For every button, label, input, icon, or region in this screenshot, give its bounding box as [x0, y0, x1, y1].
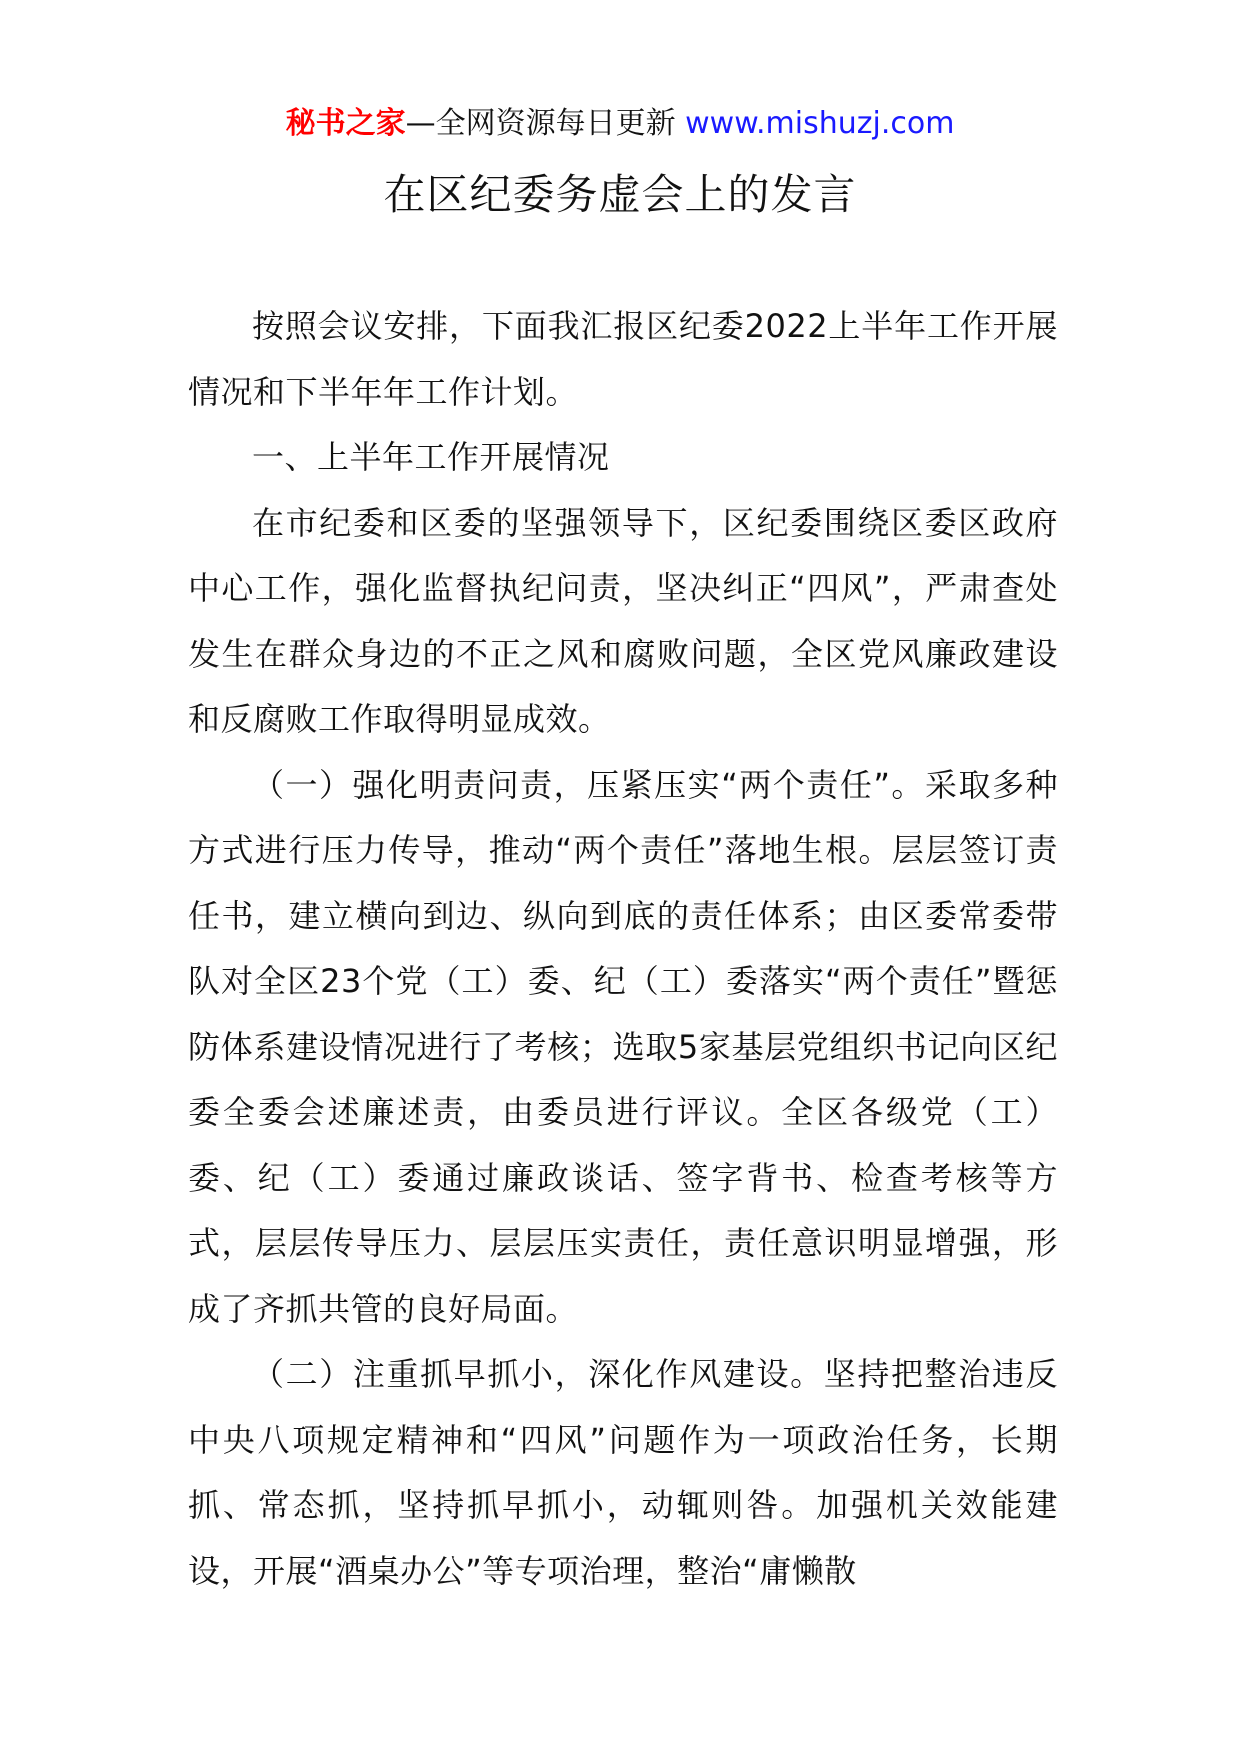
- document-body: [188, 294, 1058, 1604]
- paragraph-item-1: （一）强化明责问责，压紧压实“两个责任”。采取多种方式进行压力传导，推动“两个责任”落地生根。层层签订责任书，建立横向到边、纵向到底的责任体系；由区委常委带队对全区23个党（工）委、纪（工）委落实“两个责任”暨惩防体系建设情况进行了考核；选取5家基层党组织书记向区纪委全委会述廉述责，由委员进行评议。全区各级党（工）委、纪（工）委通过廉政谈话、签字背书、检查考核等方式，层层传导压力、层层压实责任，责任意识明显增强，形成了齐抓共管的良好局面。: [188, 765, 1058, 1328]
- site-url-link[interactable]: www.mishuzj.com: [685, 106, 955, 141]
- paragraph-overview: 在市纪委和区委的坚强领导下，区纪委围绕区委区政府中心工作，强化监督执纪问责，坚决纠正“四风”，严肃查处发生在群众身边的不正之风和腐败问题，全区党风廉政建设和反腐败工作取得明显成效。: [188, 503, 1058, 738]
- paragraph-intro: 按照会议安排，下面我汇报区纪委2022上半年工作开展情况和下半年年工作计划。: [188, 307, 1058, 411]
- paragraph-item-2: （二）注重抓早抓小，深化作风建设。坚持把整治违反中央八项规定精神和“四风”问题作为一项政治任务，长期抓、常态抓，坚持抓早抓小，动辄则咎。加强机关效能建设，开展“酒桌办公”等专项治理，整治“庸懒散: [188, 1355, 1058, 1590]
- brand-name: 秘书之家: [285, 106, 406, 141]
- site-banner: [0, 102, 1240, 146]
- section-heading-1: 一、上半年工作开展情况: [252, 438, 610, 476]
- document-title: 在区纪委务虚会上的发言: [383, 170, 857, 219]
- banner-slogan: —全网资源每日更新: [405, 106, 676, 141]
